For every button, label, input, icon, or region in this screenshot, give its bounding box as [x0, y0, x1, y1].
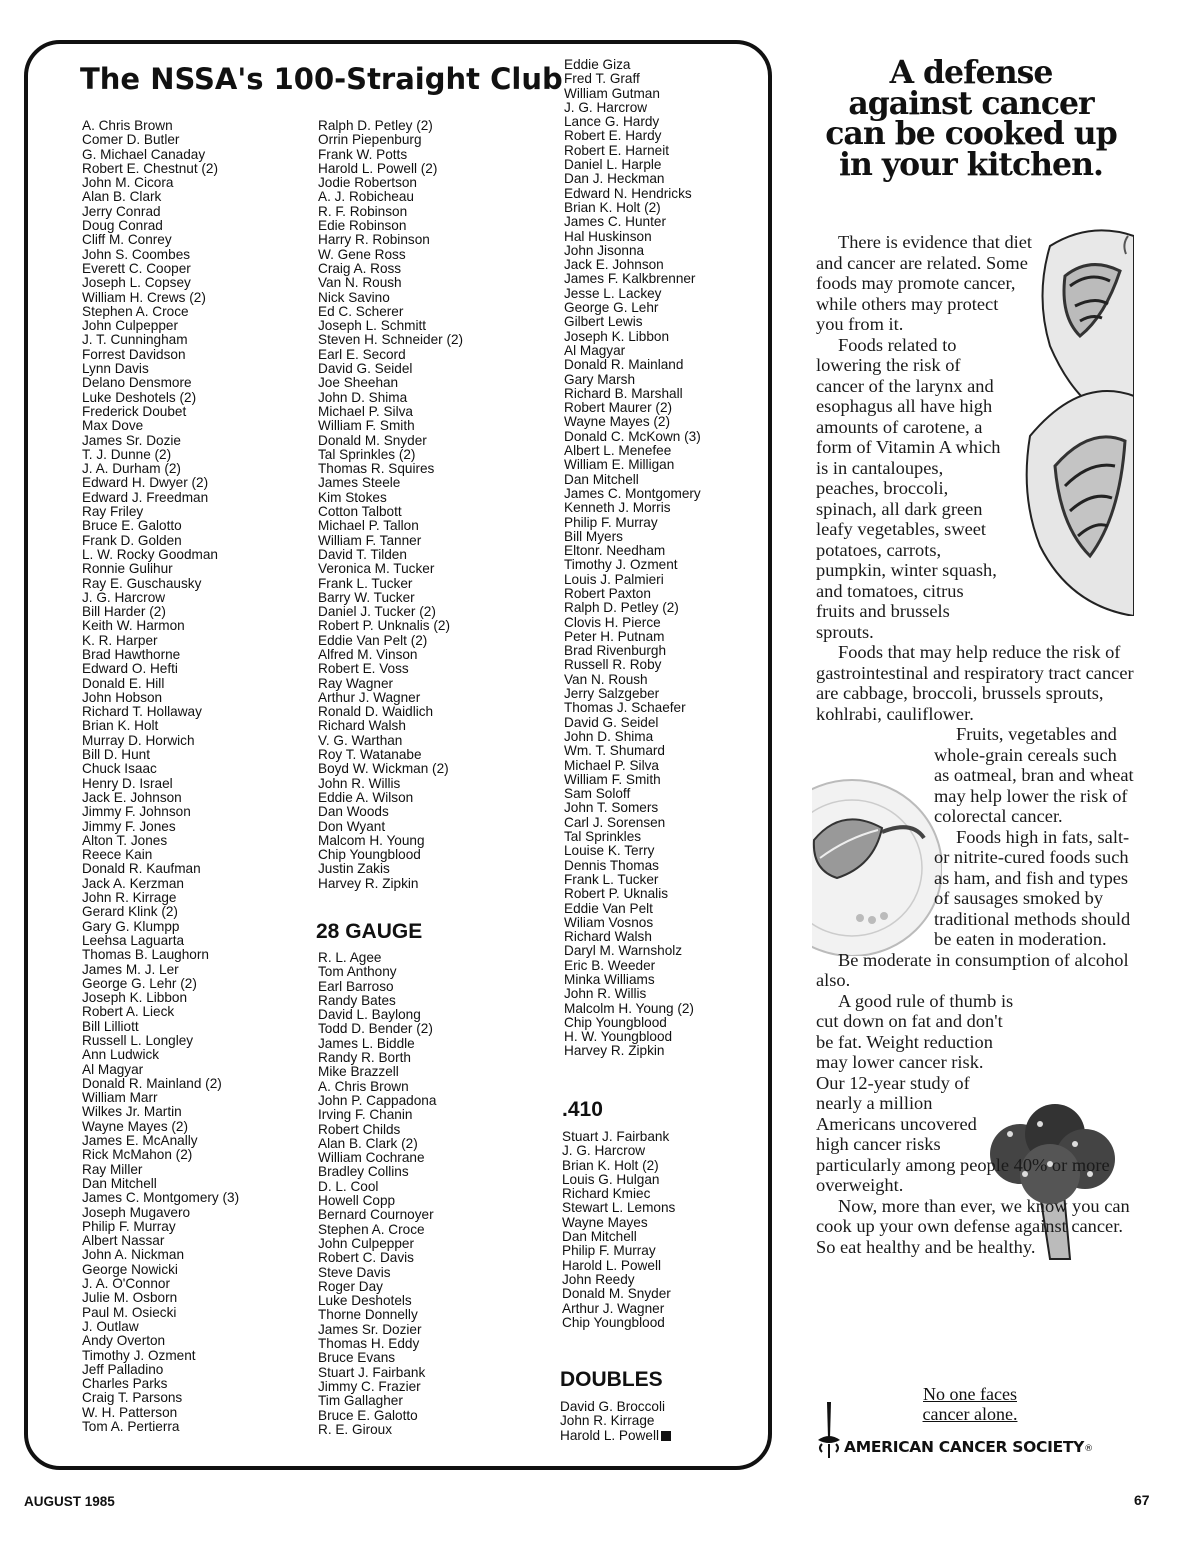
list-item: John D. Shima [318, 389, 408, 405]
list-item: Robert P. Uknalis [564, 886, 669, 902]
list-item: Michael P. Tallon [318, 518, 419, 534]
list-item: William E. Milligan [564, 457, 675, 473]
list-item: Jeff Palladino [82, 1361, 164, 1377]
list-item: Frank L. Tucker [564, 871, 659, 887]
list-item: Bruce E. Galotto [318, 1407, 418, 1423]
list-item: Kim Stokes [318, 489, 387, 505]
list-item: Thomas H. Eddy [318, 1336, 420, 1352]
list-item: John R. Kirrage [82, 890, 177, 906]
list-item: Dan Woods [318, 804, 389, 820]
list-item: Bill Myers [564, 528, 623, 544]
list-item: Joseph K. Libbon [82, 990, 188, 1006]
list-item: Wayne Mayes (2) [82, 1118, 189, 1134]
list-item: Tal Sprinkles (2) [318, 446, 416, 462]
list-item: Steve Davis [318, 1264, 391, 1280]
list-item: Donald C. McKown (3) [564, 428, 701, 444]
list-item: Alan B. Clark (2) [318, 1135, 418, 1151]
list-item: Albert L. Menefee [564, 443, 672, 459]
list-item: Sam Soloff [564, 786, 631, 802]
slogan-line: No one faces [923, 1384, 1017, 1404]
list-item: John T. Somers [564, 800, 659, 816]
list-item: Ray E. Guschausky [82, 575, 202, 591]
list-item: R. F. Robinson [318, 203, 408, 219]
list-item: Roger Day [318, 1278, 383, 1294]
list-item: R. E. Giroux [318, 1421, 393, 1437]
list-item: V. G. Warthan [318, 732, 403, 748]
list-item: Frederick Doubet [82, 403, 187, 419]
list-item: Jimmy C. Frazier [318, 1378, 421, 1394]
list-item: James E. McAnally [82, 1133, 198, 1149]
list-item: John Jisonna [564, 242, 645, 258]
list-item: Harvey R. Zipkin [564, 1043, 665, 1059]
list-item: Delano Densmore [82, 375, 192, 391]
list-item: Andy Overton [82, 1333, 166, 1349]
list-item: Jerry Conrad [82, 203, 161, 219]
list-item: A. Chris Brown [318, 1078, 409, 1094]
list-item: Michael P. Silva [318, 403, 413, 419]
list-item: Joe Sheehan [318, 375, 399, 391]
ad-headline-line: A defense [889, 54, 1053, 91]
list-item: Orrin Piepenburg [318, 132, 422, 148]
list-item: Thomas R. Squires [318, 461, 435, 477]
names-column-2 [318, 119, 463, 891]
list-item: David T. Tilden [318, 546, 407, 562]
list-item: William H. Crews (2) [82, 289, 206, 305]
list-item: Russell R. Roby [564, 657, 662, 673]
list-item: Clovis H. Pierce [564, 614, 661, 630]
list-item: Gary G. Klumpp [82, 918, 180, 934]
list-item: Joseph L. Schmitt [318, 318, 427, 334]
list-item: Leehsa Laguarta [82, 932, 185, 948]
list-item: W. H. Patterson [82, 1404, 178, 1420]
list-item: John Culpepper [82, 318, 178, 334]
list-item: K. R. Harper [82, 632, 158, 648]
ad-paragraph: A good rule of thumb is cut down on fat and don't be fat. Weight reduction may lower cancer risk. Our 12-year study of nearly a million Americans uncovered high cancer risks particularly among people 40% or more overweight. [816, 990, 1110, 1195]
list-item: Daniel J. Tucker (2) [318, 604, 436, 620]
list-item: Steven H. Schneider (2) [318, 332, 464, 348]
list-item: A. J. Robicheau [318, 189, 414, 205]
list-item: Keith W. Harmon [82, 618, 185, 634]
list-item: Eltonr. Needham [564, 543, 666, 559]
list-item: John Culpepper [318, 1235, 414, 1251]
list-item: Randy R. Borth [318, 1050, 411, 1066]
list-item: David G. Seidel [318, 361, 413, 377]
list-item: Everett C. Cooper [82, 260, 191, 276]
list-item: Alton T. Jones [82, 832, 168, 848]
list-item: Donald R. Mainland (2) [82, 1075, 222, 1091]
list-item: Eddie Giza [564, 57, 631, 72]
list-item: Kenneth J. Morris [564, 500, 671, 516]
list-item: Chip Youngblood [318, 847, 421, 863]
list-item: Mike Brazzell [318, 1064, 399, 1080]
list-item: George G. Lehr (2) [82, 975, 197, 991]
list-item: Tom A. Pertierra [82, 1419, 180, 1435]
list-item: Charles Parks [82, 1376, 168, 1392]
list-item: Carl J. Sorensen [564, 814, 666, 830]
list-item: Eddie Van Pelt [564, 900, 653, 916]
list-item: Robert Paxton [564, 585, 651, 601]
list-item: Cotton Talbott [318, 504, 402, 520]
list-item: Jimmy F. Jones [82, 818, 176, 834]
list-item: John P. Cappadona [318, 1092, 437, 1108]
ad-headline-line: can be cooked up [825, 115, 1117, 152]
list-item: David G. Broccoli [560, 1399, 666, 1414]
list-item: Donald R. Kaufman [82, 861, 201, 877]
list-item: Thomas B. Laughorn [82, 947, 209, 963]
list-item: John R. Willis [564, 986, 647, 1002]
list-item: Veronica M. Tucker [318, 561, 435, 577]
list-item: Arthur J. Wagner [562, 1300, 665, 1316]
list-item: Brian K. Holt (2) [562, 1157, 659, 1173]
list-item: R. L. Agee [318, 950, 382, 965]
list-item: Van N. Roush [564, 671, 648, 687]
ad-paragraph: Foods related to lowering the risk of cancer of the larynx and esophagus all have high amounts of carotene, a form of Vitamin A which is in cantaloupes, peaches, broccoli, spinach, all dark green leafy vegetables, sweet potatoes, carrots, pumpkin, winter squash, and tomatoes, citrus fruits and brussels sprouts. [816, 334, 1001, 642]
list-item: Stephen A. Croce [82, 303, 189, 319]
ad-paragraph: Now, more than ever, we know you can cook up your own defense against cancer. So eat healthy and be healthy. [816, 1195, 1130, 1257]
list-item: Robert E. Harneit [564, 142, 670, 158]
list-item: John D. Shima [564, 728, 654, 744]
list-item: Forrest Davidson [82, 346, 186, 362]
list-item: Luke Deshotels [318, 1293, 412, 1309]
list-item: Lynn Davis [82, 361, 149, 377]
list-item: Robert Childs [318, 1121, 401, 1137]
list-item: Louise K. Terry [564, 843, 655, 859]
list-item: Gilbert Lewis [564, 314, 643, 330]
list-item: Tim Gallagher [318, 1393, 403, 1409]
list-item: Wm. T. Shumard [564, 743, 665, 759]
list-item: Earl E. Secord [318, 346, 406, 362]
list-item: David G. Seidel [564, 714, 659, 730]
list-item: Cliff M. Conrey [82, 232, 172, 248]
list-item: J. T. Cunningham [82, 332, 188, 348]
list-item: Dennis Thomas [564, 857, 659, 873]
list-item: Ray Wagner [318, 675, 394, 691]
list-item: John R. Willis [318, 775, 401, 791]
list-item: Paul M. Osiecki [82, 1304, 177, 1320]
list-item: Bill Harder (2) [82, 604, 166, 620]
list-item: William F. Smith [564, 771, 661, 787]
list-item: Daryl M. Warnsholz [564, 943, 683, 959]
list-item: Edward N. Hendricks [564, 185, 692, 201]
list-item: Eric B. Weeder [564, 957, 656, 973]
list-item: Dan Mitchell [82, 1175, 157, 1191]
list-item: Louis G. Hulgan [562, 1171, 660, 1187]
slogan-line: cancer alone. [922, 1404, 1018, 1424]
cal410-names [562, 1130, 675, 1330]
section-heading-doubles: DOUBLES [560, 1368, 663, 1391]
list-item: Minka Williams [564, 972, 655, 987]
list-item: Doug Conrad [82, 218, 163, 234]
list-item: Malcom H. Young [318, 832, 425, 848]
list-item: Edie Robinson [318, 218, 407, 234]
list-item: W. Gene Ross [318, 246, 406, 262]
list-item: Jack A. Kerzman [82, 875, 184, 891]
list-item: Jodie Robertson [318, 175, 417, 191]
list-item: Donald E. Hill [82, 675, 165, 691]
list-item: Stuart J. Fairbank [562, 1129, 670, 1144]
list-item: Richard T. Hollaway [82, 704, 202, 720]
list-item: William F. Tanner [318, 532, 422, 548]
list-item: William Cochrane [318, 1150, 425, 1166]
list-item: Robert Maurer (2) [564, 400, 673, 416]
doubles-names [560, 1400, 671, 1443]
list-item: Rick McMahon (2) [82, 1147, 193, 1163]
list-item: Jimmy F. Johnson [82, 804, 191, 820]
list-item: George G. Lehr [564, 300, 659, 316]
list-item: Louis J. Palmieri [564, 571, 664, 587]
american-cancer-society-name: AMERICAN CANCER SOCIETY® [844, 1438, 1093, 1456]
club-title: The NSSA's 100-Straight Club [80, 62, 563, 96]
list-item: Bill Lilliott [82, 1018, 139, 1034]
list-item: Alan B. Clark [82, 189, 162, 205]
list-item: Brad Hawthorne [82, 646, 181, 662]
list-item: Wayne Mayes (2) [564, 414, 671, 430]
list-item: Dan Mitchell [564, 471, 639, 487]
list-item: Frank L. Tucker [318, 575, 413, 591]
list-item: Albert Nassar [82, 1233, 165, 1249]
list-item: Robert E. Voss [318, 661, 409, 677]
list-item: Bill D. Hunt [82, 747, 150, 763]
list-item: Bernard Cournoyer [318, 1207, 434, 1223]
ad-paragraph: Foods high in fats, salt- or nitrite-cured foods such as ham, and fish and types of sausages smoked by traditional methods should be eaten in moderation. [934, 826, 1131, 949]
list-item: William Gutman [564, 85, 660, 101]
ad-paragraph: Foods that may help reduce the risk of gastrointestinal and respiratory tract cancer are cabbage, broccoli, brussels sprouts, kohlrabi, cauliflower. [816, 642, 1134, 724]
list-item: Donald M. Snyder [562, 1286, 671, 1302]
list-item: Harold L. Powell [562, 1257, 661, 1273]
list-item: Chip Youngblood [562, 1314, 665, 1330]
list-item: Lance G. Hardy [564, 114, 660, 130]
list-item: William F. Smith [318, 418, 415, 434]
list-item: James Steele [318, 475, 401, 491]
list-item: Thorne Donnelly [318, 1307, 418, 1323]
list-item: Timothy J. Ozment [564, 557, 678, 573]
names-column-1 [82, 119, 239, 1434]
list-item: Bradley Collins [318, 1164, 409, 1180]
list-item: Robert E. Hardy [564, 128, 662, 144]
list-item: Harvey R. Zipkin [318, 875, 419, 891]
list-item: Todd D. Bender (2) [318, 1021, 433, 1037]
end-mark-icon [661, 1431, 671, 1441]
list-item: Bruce Evans [318, 1350, 396, 1366]
list-item: James F. Kalkbrenner [564, 271, 696, 287]
list-item: Nick Savino [318, 289, 390, 305]
list-item: Luke Deshotels (2) [82, 389, 197, 405]
list-item: Jesse L. Lackey [564, 285, 662, 301]
list-item: Al Magyar [82, 1061, 144, 1077]
list-item: Roy T. Watanabe [318, 747, 422, 763]
list-item: Tal Sprinkles [564, 829, 642, 845]
list-item: Richard Kmiec [562, 1186, 651, 1202]
list-item: Ralph D. Petley (2) [564, 600, 679, 616]
list-item: Robert A. Lieck [82, 1004, 175, 1020]
list-item: Philip F. Murray [564, 514, 658, 530]
list-item: Jerry Salzgeber [564, 686, 660, 702]
list-item: Edward H. Dwyer (2) [82, 475, 209, 491]
list-item: Eddie Van Pelt (2) [318, 632, 428, 648]
list-item: James C. Montgomery (3) [82, 1190, 240, 1206]
list-item: Ray Miller [82, 1161, 143, 1177]
list-item: Al Magyar [564, 342, 626, 358]
list-item: Earl Barroso [318, 978, 394, 994]
list-item: Ray Friley [82, 504, 144, 520]
list-item: Eddie A. Wilson [318, 789, 414, 805]
list-item: Julie M. Osborn [82, 1290, 178, 1306]
ad-headline [808, 54, 1134, 183]
list-item: James C. Montgomery [564, 485, 701, 501]
list-item: Robert C. Davis [318, 1250, 414, 1266]
list-item: J. G. Harcrow [564, 99, 648, 115]
list-item: Max Dove [82, 418, 144, 434]
list-item: J. G. Harcrow [82, 589, 166, 605]
list-item: Jack E. Johnson [82, 789, 182, 805]
list-item: Philip F. Murray [562, 1243, 656, 1259]
list-item: Howell Copp [318, 1193, 396, 1209]
list-item: J. A. Durham (2) [82, 461, 181, 477]
list-item: J. Outlaw [82, 1318, 139, 1334]
list-item: Henry D. Israel [82, 775, 173, 791]
footer-date: AUGUST 1985 [24, 1494, 115, 1509]
list-item: Stuart J. Fairbank [318, 1364, 426, 1380]
sword-logo-icon [816, 1400, 842, 1460]
list-item: John R. Kirrage [560, 1413, 655, 1429]
list-item: D. L. Cool [318, 1178, 379, 1194]
list-item: Stewart L. Lemons [562, 1200, 676, 1216]
list-item: Richard Walsh [564, 929, 652, 945]
list-item: Reece Kain [82, 847, 153, 863]
list-item: Robert E. Chestnut (2) [82, 160, 218, 176]
list-item: Alfred M. Vinson [318, 646, 418, 662]
list-item: Wayne Mayes [562, 1214, 648, 1230]
list-item: Irving F. Chanin [318, 1107, 413, 1123]
list-item: Ralph D. Petley (2) [318, 118, 433, 133]
list-item: L. W. Rocky Goodman [82, 546, 218, 562]
list-item: Frank W. Potts [318, 146, 408, 162]
list-item: Stephen A. Croce [318, 1221, 425, 1237]
list-item: Joseph Mugavero [82, 1204, 191, 1220]
list-item: Daniel L. Harple [564, 157, 662, 173]
list-item: David L. Baylong [318, 1007, 421, 1023]
list-item: Donald M. Snyder [318, 432, 427, 448]
list-item: Peter H. Putnam [564, 628, 665, 644]
page-number: 67 [1134, 1492, 1150, 1508]
list-item: Michael P. Silva [564, 757, 659, 773]
list-item: James Sr. Dozie [82, 432, 181, 448]
gauge28-names-column-2 [318, 951, 436, 1437]
list-item: Van N. Roush [318, 275, 402, 291]
list-item: Harold L. Powell (2) [318, 160, 438, 176]
list-item: Joseph K. Libbon [564, 328, 670, 344]
list-item: Edward O. Hefti [82, 661, 178, 677]
list-item: G. Michael Canaday [82, 146, 206, 162]
list-item: Barry W. Tucker [318, 589, 415, 605]
ad-slogan [900, 1384, 1040, 1424]
list-item: Murray D. Horwich [82, 732, 195, 748]
section-heading-410: .410 [562, 1098, 603, 1121]
list-item: Gerard Klink (2) [82, 904, 178, 920]
list-item: Frank D. Golden [82, 532, 182, 548]
list-item: John Hobson [82, 689, 163, 705]
list-item: James L. Biddle [318, 1035, 415, 1051]
list-item: J. A. O'Connor [82, 1276, 170, 1292]
list-item: Ronnie Gulihur [82, 561, 173, 577]
section-heading-28-gauge: 28 GAUGE [316, 920, 423, 943]
list-item: Wilkes Jr. Martin [82, 1104, 182, 1120]
list-item: Ed C. Scherer [318, 303, 404, 319]
list-item: George Nowicki [82, 1261, 178, 1277]
list-item: Bruce E. Galotto [82, 518, 182, 534]
list-item: Dan J. Heckman [564, 171, 665, 187]
list-item: Randy Bates [318, 992, 396, 1008]
list-item: Ann Ludwick [82, 1047, 160, 1063]
list-item: Justin Zakis [318, 861, 390, 877]
list-item: H. W. Youngblood [564, 1029, 673, 1045]
list-item: Tom Anthony [318, 964, 397, 980]
list-item: John Reedy [562, 1271, 635, 1287]
list-item: Arthur J. Wagner [318, 689, 421, 705]
list-item: Wiliam Vosnos [564, 914, 654, 930]
list-item: Dan Mitchell [562, 1229, 637, 1245]
ad-body-text [816, 232, 1134, 1257]
list-item: A. Chris Brown [82, 118, 173, 133]
list-item: Gary Marsh [564, 371, 636, 387]
list-item: Brian K. Holt (2) [564, 199, 661, 215]
ad-paragraph: Be moderate in consumption of alcohol also. [816, 949, 1129, 990]
ad-headline-line: against cancer [848, 84, 1094, 122]
list-item: Timothy J. Ozment [82, 1347, 196, 1363]
list-item: Chuck Isaac [82, 761, 157, 777]
list-item: John A. Nickman [82, 1247, 184, 1263]
list-item: Richard Walsh [318, 718, 406, 734]
list-item: T. J. Dunne (2) [82, 446, 172, 462]
list-item: James Sr. Dozier [318, 1321, 422, 1337]
list-item: Brian K. Holt [82, 718, 159, 734]
gauge28-names-column-3 [564, 58, 701, 1059]
list-item: Russell L. Longley [82, 1033, 194, 1048]
list-item: Thomas J. Schaefer [564, 700, 686, 716]
list-item: Brad Rivenburgh [564, 643, 667, 659]
list-item: James C. Hunter [564, 214, 666, 230]
list-item: Craig T. Parsons [82, 1390, 183, 1406]
list-item: Richard B. Marshall [564, 385, 683, 401]
list-item: Malcolm H. Young (2) [564, 1000, 694, 1016]
list-item: John M. Cicora [82, 175, 174, 191]
ad-paragraph: Fruits, vegetables and whole-grain cereals such as oatmeal, bran and wheat may help lower the risk of colorectal cancer. [934, 724, 1134, 826]
list-item: Fred T. Graff [564, 71, 640, 87]
list-item: Craig A. Ross [318, 260, 402, 276]
list-item: Donald R. Mainland [564, 357, 684, 373]
list-item: John S. Coombes [82, 246, 191, 262]
list-item: Boyd W. Wickman (2) [318, 761, 449, 777]
list-item: Robert P. Unknalis (2) [318, 618, 450, 634]
list-item: William Marr [82, 1090, 158, 1106]
list-item: Don Wyant [318, 818, 386, 834]
list-item: Harry R. Robinson [318, 232, 430, 248]
ad-headline-line: in your kitchen. [839, 145, 1103, 183]
list-item: Chip Youngblood [564, 1014, 667, 1030]
list-item: Comer D. Butler [82, 132, 180, 148]
list-item: Harold L. Powell [560, 1429, 671, 1443]
list-item: Hal Huskinson [564, 228, 652, 244]
list-item: Ronald D. Waidlich [318, 704, 434, 720]
ad-paragraph: There is evidence that diet and cancer are related. Some foods may promote cancer, while others may protect you from it. [816, 232, 1033, 334]
list-item: James M. J. Ler [82, 961, 179, 977]
list-item: Philip F. Murray [82, 1218, 176, 1234]
list-item: Joseph L. Copsey [82, 275, 191, 291]
list-item: Edward J. Freedman [82, 489, 209, 505]
list-item: J. G. Harcrow [562, 1143, 646, 1159]
list-item: Jack E. Johnson [564, 257, 664, 273]
